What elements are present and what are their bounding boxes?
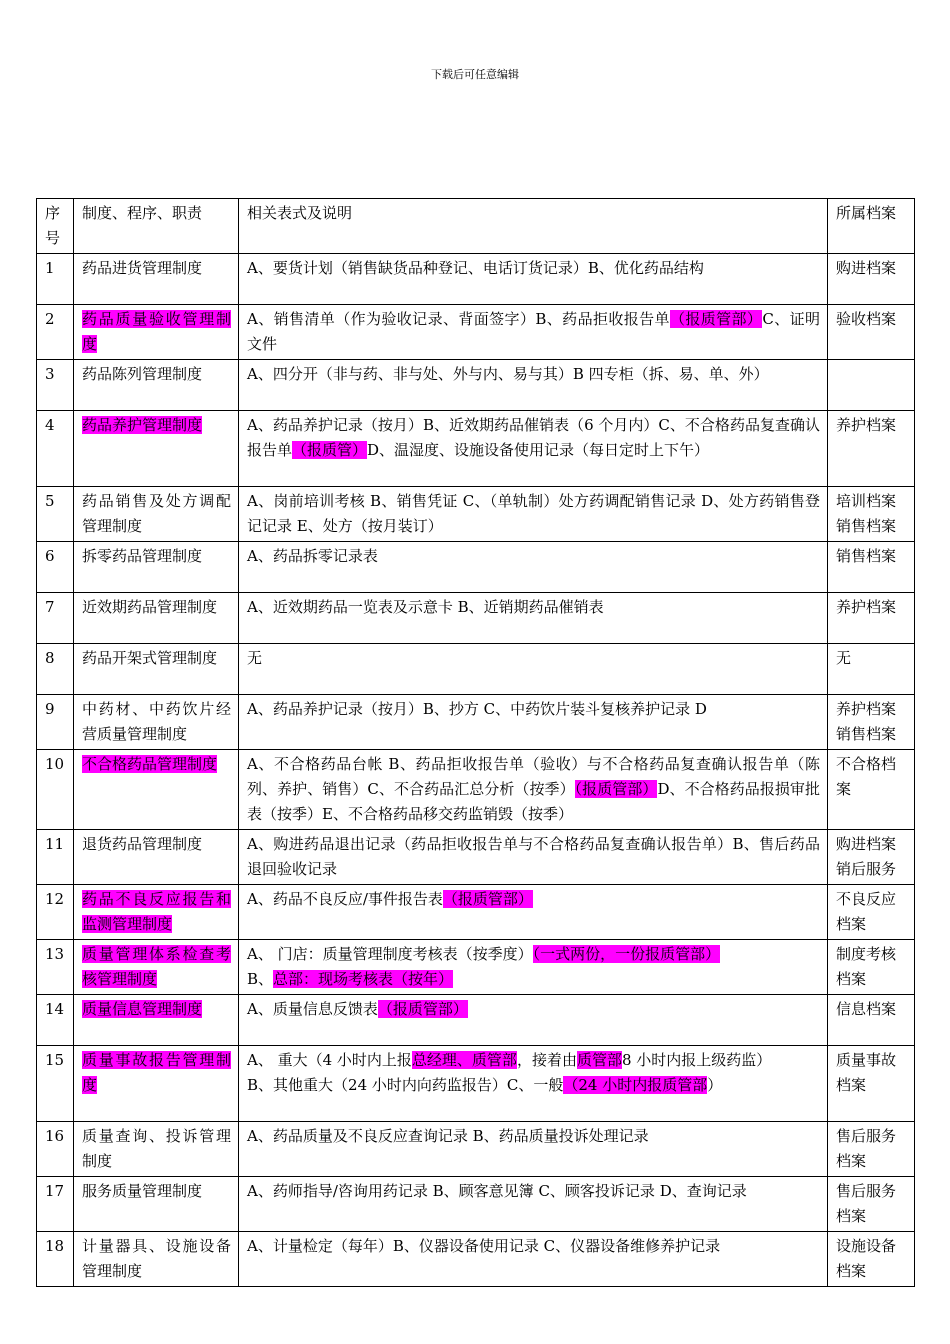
row-description [239,1177,828,1232]
header-note: 下载后可任意编辑 [431,68,519,81]
system-name-text: 药品不良反应报告和监测管理制度 [82,890,231,933]
description-text: ，接着由 [516,1051,577,1069]
description-text: B、 [247,970,274,988]
row-description [239,695,828,750]
system-name-text: 药品开架式管理制度 [82,649,218,667]
row-system-name [74,995,239,1046]
row-description [239,940,828,995]
row-system-name [74,644,239,695]
row-archive: 培训档案销售档案 [828,487,915,542]
row-description [239,411,828,487]
row-archive: 养护档案销售档案 [828,695,915,750]
row-number: 16 [37,1122,74,1177]
description-text: A、不合格药品台帐 B、药品拒收报告单（验收）与不合格药品复查确认报告单（陈列、养护、销售）C、不合药品汇总分析（按季） [247,755,820,798]
table-row [37,1046,915,1122]
table-row [37,487,915,542]
highlighted-text: （报质管部） [377,1000,468,1018]
row-system-name [74,1232,239,1287]
table-row [37,254,915,305]
header-desc: 相关表式及说明 [239,199,828,254]
row-archive: 质量事故档案 [828,1046,915,1122]
system-name-text: 质量事故报告管理制度 [82,1051,231,1094]
row-archive: 售后服务档案 [828,1177,915,1232]
row-archive: 无 [828,644,915,695]
description-text: A、购进药品退出记录（药品拒收报告单与不合格药品复查确认报告单）B、售后药品退回验收记录 [247,835,820,878]
system-name-text: 拆零药品管理制度 [82,547,203,565]
highlighted-text: （报质管部） [442,890,533,908]
highlighted-text: （24 小时内报质管部 [563,1076,708,1094]
row-archive: 购进档案销后服务 [828,830,915,885]
row-number: 18 [37,1232,74,1287]
row-number: 12 [37,885,74,940]
highlighted-text: （报质管部） [669,310,763,328]
table-row [37,360,915,411]
system-name-text: 质量查询、投诉管理制度 [82,1127,231,1170]
row-system-name [74,411,239,487]
description-text: D、温湿度、设施设备使用记录（每日定时上下午） [367,441,710,459]
table-row [37,1122,915,1177]
table-row [37,940,915,995]
table-row [37,1232,915,1287]
row-number: 2 [37,305,74,360]
table-row [37,305,915,360]
description-text: A、药品拆零记录表 [247,547,378,565]
row-archive: 售后服务档案 [828,1122,915,1177]
system-name-text: 计量器具、设施设备管理制度 [82,1237,231,1280]
row-description [239,830,828,885]
row-description [239,1046,828,1122]
description-text: ） [707,1076,723,1094]
table-row [37,995,915,1046]
row-archive: 养护档案 [828,593,915,644]
description-text: A、药师指导/咨询用药记录 B、顾客意见簿 C、顾客投诉记录 D、查询记录 [247,1182,747,1200]
table-row [37,1177,915,1232]
row-archive: 制度考核档案 [828,940,915,995]
row-description [239,885,828,940]
table-row [37,593,915,644]
row-archive: 购进档案 [828,254,915,305]
row-system-name [74,254,239,305]
system-name-text: 药品陈列管理制度 [82,365,203,383]
row-archive: 不合格档案 [828,750,915,830]
system-name-text: 近效期药品管理制度 [82,598,218,616]
row-number: 3 [37,360,74,411]
row-system-name [74,1177,239,1232]
row-archive: 设施设备档案 [828,1232,915,1287]
row-number: 10 [37,750,74,830]
table-body [37,254,915,1287]
row-archive [828,360,915,411]
header-name: 制度、程序、职责 [74,199,239,254]
row-system-name [74,940,239,995]
table-row [37,411,915,487]
row-archive: 不良反应档案 [828,885,915,940]
header-no: 序号 [37,199,74,254]
row-description [239,750,828,830]
row-archive: 销售档案 [828,542,915,593]
system-name-text: 中药材、中药饮片经营质量管理制度 [82,700,231,743]
row-description [239,1232,828,1287]
description-text: A、药品不良反应/事件报告表 [247,890,443,908]
system-name-text: 不合格药品管理制度 [82,755,218,773]
row-system-name [74,885,239,940]
row-number: 7 [37,593,74,644]
row-description [239,1122,828,1177]
highlighted-text: 总部：现场考核表（按年） [273,970,454,988]
description-text: A、质量信息反馈表 [247,1000,378,1018]
highlighted-text: （一式两份，一份报质管部） [532,945,721,963]
description-text: A、近效期药品一览表及示意卡 B、近销期药品催销表 [247,598,604,616]
management-system-table [36,198,915,1287]
highlighted-text: （报质管） [292,441,368,459]
highlighted-text: 总经理、质管部 [411,1051,517,1069]
row-number: 5 [37,487,74,542]
row-number: 14 [37,995,74,1046]
row-number: 15 [37,1046,74,1122]
row-number: 1 [37,254,74,305]
row-system-name [74,360,239,411]
row-description [239,487,828,542]
row-number: 11 [37,830,74,885]
highlighted-text: （报质管部） [574,780,658,798]
row-system-name [74,593,239,644]
table-header-row [37,199,915,254]
description-text: A、药品质量及不良反应查询记录 B、药品质量投诉处理记录 [247,1127,649,1145]
description-text: A、药品养护记录（按月）B、近效期药品催销表（6 个月内）C、不合格药品复查确认报告单 [247,416,820,459]
row-archive: 信息档案 [828,995,915,1046]
row-description [239,644,828,695]
system-name-text: 药品销售及处方调配管理制度 [82,492,231,535]
row-number: 8 [37,644,74,695]
row-system-name [74,1046,239,1122]
system-name-text: 退货药品管理制度 [82,835,203,853]
description-text: A、药品养护记录（按月）B、抄方 C、中药饮片装斗复核养护记录 D [247,700,707,718]
row-system-name [74,750,239,830]
description-text: 无 [247,649,263,667]
description-text: A、销售清单（作为验收记录、背面签字）B、药品拒收报告单 [247,310,670,328]
row-description [239,995,828,1046]
table-row [37,830,915,885]
description-text: A、岗前培训考核 B、销售凭证 C、（单轨制）处方药调配销售记录 D、处方药销售登记记录 E、处方（按月装订） [247,492,820,535]
row-number: 17 [37,1177,74,1232]
system-name-text: 药品质量验收管理制度 [82,310,231,353]
row-number: 4 [37,411,74,487]
description-text: 8 小时内报上级药监） [621,1051,772,1069]
row-system-name [74,695,239,750]
table-row [37,750,915,830]
row-description [239,254,828,305]
description-text: B、其他重大（24 小时内向药监报告）C、一般 [247,1076,564,1094]
system-name-text: 质量管理体系检查考核管理制度 [82,945,231,988]
row-description [239,542,828,593]
description-text: A、计量检定（每年）B、仪器设备使用记录 C、仪器设备维修养护记录 [247,1237,721,1255]
row-description [239,360,828,411]
description-text: D、不合格药品报损审批表（按季）E、不合格药品移交药监销毁（按季） [247,780,820,823]
row-system-name [74,1122,239,1177]
system-name-text: 质量信息管理制度 [82,1000,203,1018]
row-description [239,593,828,644]
row-number: 9 [37,695,74,750]
description-text: A、 重大（4 小时内上报 [247,1051,412,1069]
row-system-name [74,487,239,542]
system-name-text: 服务质量管理制度 [82,1182,203,1200]
row-archive: 养护档案 [828,411,915,487]
system-name-text: 药品养护管理制度 [82,416,203,434]
table-row [37,644,915,695]
row-description [239,305,828,360]
table-row [37,885,915,940]
row-system-name [74,542,239,593]
system-name-text: 药品进货管理制度 [82,259,203,277]
row-number: 6 [37,542,74,593]
header-archive: 所属档案 [828,199,915,254]
row-number: 13 [37,940,74,995]
table-row [37,542,915,593]
highlighted-text: 质管部 [576,1051,622,1069]
table-row [37,695,915,750]
description-text: C、证明文件 [247,310,820,353]
description-text: A、要货计划（销售缺货品种登记、电话订货记录）B、优化药品结构 [247,259,704,277]
row-system-name [74,305,239,360]
row-archive: 验收档案 [828,305,915,360]
row-system-name [74,830,239,885]
description-text: A、四分开（非与药、非与处、外与内、易与其）B 四专柜（拆、易、单、外） [247,365,769,383]
description-text: A、 门店：质量管理制度考核表（按季度） [247,945,533,963]
